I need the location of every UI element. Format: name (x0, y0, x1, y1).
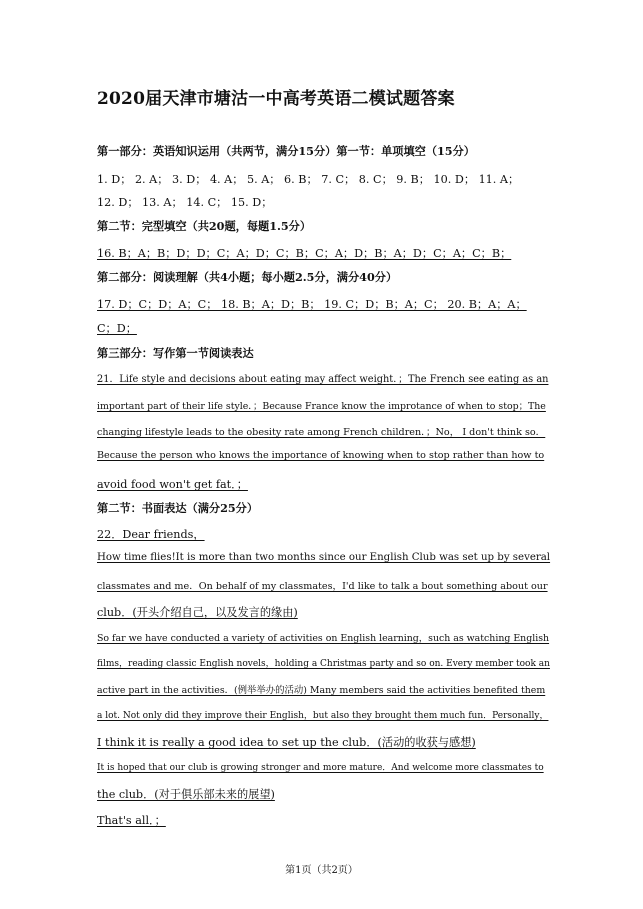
essay-line-2: classmates and me．On behalf of my classmates，I'd like to talk a bout something about our (97, 581, 548, 592)
section-heading-part-one: 第一部分：英语知识运用（共两节，满分15分）第一节：单项填空（15分） (97, 144, 475, 158)
answer-line-1: 1. D； 2. A； 3. D； 4. A； 5. A； 6. B； 7. C； 8. C； 9. B； 10. D； 11. A； (97, 173, 520, 186)
document-title: 2020届天津市塘沽一中高考英语二模试题答案 (97, 89, 455, 109)
essay-line-10: the club．(对于俱乐部未来的展望) (97, 788, 275, 801)
essay-line-3: club．(开头介绍自己，以及发言的缘由) (97, 606, 298, 619)
essay-greeting: 22．Dear friends， (97, 528, 205, 541)
section-heading-cloze: 第二节：完型填空（共20题，每题1.5分） (97, 219, 312, 233)
answer-line-2: 12. D； 13. A； 14. C； 15. D； (97, 196, 273, 209)
essay-line-5: films，reading classic English novels，holding a Christmas party and so on. Every member took an (97, 659, 550, 669)
essay-line-9: It is hoped that our club is growing stronger and more mature．And welcome more classmates to (97, 763, 544, 773)
reading-expression-line-1: 21．Life style and decisions about eating may affect weight．；The French see eating as an (97, 374, 549, 385)
answer-line-reading-1: 17. D；C；D；A；C； 18. B；A；D；B； 19. C；D；B；A；C； 20. B；A；A； (97, 298, 527, 311)
reading-expression-line-4: Because the person who knows the importance of knowing when to stop rather than how to (97, 450, 545, 461)
essay-line-1: How time flies!It is more than two months since our English Club was set up by several (97, 552, 551, 563)
section-heading-reading: 第二部分：阅读理解（共4小题；每小题2.5分，满分40分） (97, 270, 398, 284)
reading-expression-line-5: avoid food won't get fat．； (97, 478, 248, 491)
reading-expression-line-3: changing lifestyle leads to the obesity rate among French children．；No， I don't think so． (97, 427, 546, 438)
answer-line-reading-2: C；D； (97, 322, 137, 335)
section-heading-writing: 第三部分：写作第一节阅读表达 (97, 346, 254, 360)
page-footer: 第1页（共2页） (285, 865, 358, 876)
essay-line-7: a lot. Not only did they improve their English，but also they brought them much fun．Personally， (97, 711, 549, 721)
essay-line-6: active part in the activities．(例举举办的活动) Many members said the activities benefited them (97, 685, 546, 696)
reading-expression-line-2: important part of their life style．；Because France know the improtance of when to stop；The (97, 401, 546, 412)
answer-line-cloze: 16. B；A；B；D；D；C；A；D；C；B；C；A；D；B；A；D；C；A；C；B； (97, 247, 512, 260)
essay-line-8: I think it is really a good idea to set up the club．(活动的收获与感想) (97, 736, 476, 749)
section-heading-composition: 第二节：书面表达（满分25分） (97, 501, 259, 515)
essay-closing: That's all．； (97, 814, 166, 827)
essay-line-4: So far we have conducted a variety of activities on English learning，such as watching English (97, 633, 550, 644)
